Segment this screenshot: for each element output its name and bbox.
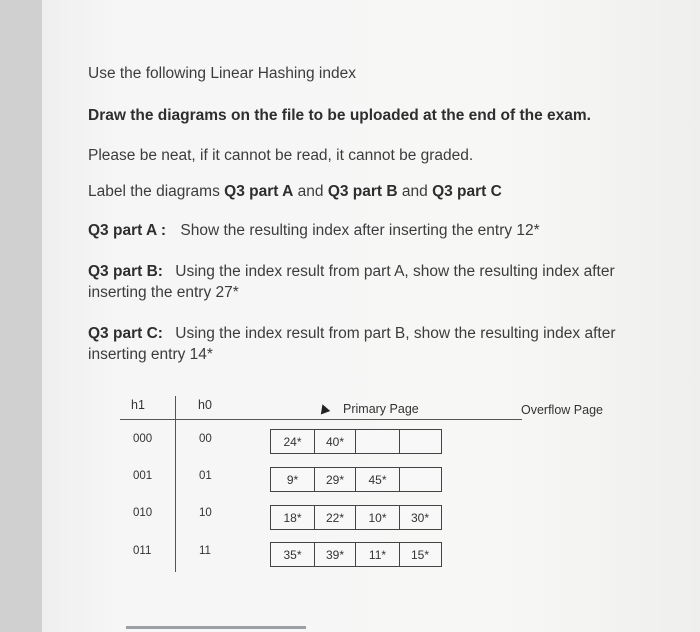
part-a-text: Show the resulting index after inserting the entry 12* [180, 222, 540, 239]
part-a-label: Q3 part A : [88, 222, 167, 239]
h1-header: h1 [131, 398, 145, 412]
page-entry: 24* [283, 434, 302, 449]
primary-page-bucket-010 [270, 505, 442, 530]
page-entry: 39* [314, 543, 355, 566]
page-entry [399, 468, 440, 491]
label-prefix: Label the diagrams [88, 183, 225, 200]
h0-value: 10 [199, 507, 212, 519]
label-and-1: and [293, 183, 328, 200]
page-entry: 40* [314, 430, 355, 453]
page-entry [355, 430, 399, 453]
h0-value: 00 [199, 433, 212, 445]
document-page [42, 0, 700, 632]
primary-page-bucket-011 [270, 542, 442, 567]
draw-instruction: Draw the diagrams on the file to be uploaded at the end of the exam. [88, 107, 591, 124]
h1-value: 010 [133, 507, 153, 519]
page-entry: 18* [283, 510, 302, 525]
primary-page-header: Primary Page [343, 402, 419, 416]
page-entry: 10* [355, 506, 399, 529]
page-entry: 29* [314, 468, 355, 491]
h1-value: 011 [133, 545, 152, 557]
label-part-c: Q3 part C [432, 183, 502, 200]
part-c-question [88, 323, 648, 365]
part-b-text-2: inserting the entry 27* [88, 284, 239, 301]
h0-value: 01 [199, 470, 212, 482]
column-divider [175, 396, 176, 572]
label-and-2: and [397, 183, 433, 200]
part-b-text: Using the index result from part A, show the resulting index after [175, 263, 615, 280]
h0-header: h0 [198, 398, 212, 412]
primary-page-bucket-001 [270, 467, 442, 492]
intro-text: Use the following Linear Hashing index [88, 65, 356, 82]
page-entry: 11* [355, 543, 399, 566]
label-part-a: Q3 part A [224, 183, 294, 200]
page-entry: 30* [399, 506, 440, 529]
part-c-label: Q3 part C: [88, 325, 163, 342]
part-a-question [88, 222, 540, 240]
header-divider [120, 419, 522, 420]
h1-value: 000 [133, 433, 153, 445]
part-b-question [88, 261, 648, 303]
part-c-text-2: inserting entry 14* [88, 346, 213, 363]
neat-instruction: Please be neat, if it cannot be read, it cannot be graded. [88, 147, 474, 164]
label-instruction [88, 183, 502, 201]
page-entry: 22* [314, 506, 355, 529]
part-c-text: Using the index result from part B, show the resulting index after [175, 325, 616, 342]
part-b-label: Q3 part B: [88, 263, 163, 280]
h1-value: 001 [133, 470, 153, 482]
overflow-page-header: Overflow Page [521, 403, 603, 417]
primary-page-bucket-000 [270, 429, 442, 454]
page-entry: 15* [399, 543, 440, 566]
page-entry: 35* [283, 547, 302, 562]
page-entry [399, 430, 440, 453]
label-part-b: Q3 part B [327, 183, 398, 200]
page-edge-bar [126, 626, 306, 629]
h0-value: 11 [199, 545, 211, 557]
page-entry: 45* [355, 468, 399, 491]
page-entry: 9* [286, 472, 299, 487]
